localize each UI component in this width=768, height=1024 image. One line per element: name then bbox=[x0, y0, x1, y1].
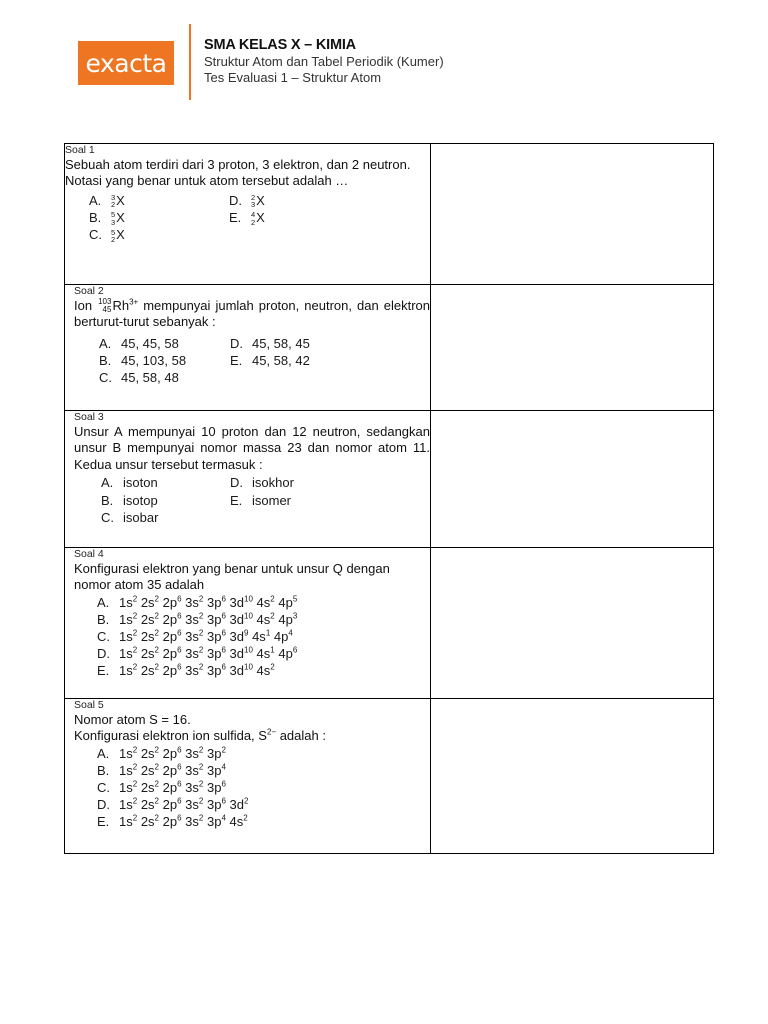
option-d bbox=[230, 474, 430, 491]
nuclide-notation bbox=[111, 211, 115, 225]
option-a bbox=[99, 335, 230, 352]
orbital-term: $2s^2$ bbox=[140, 762, 159, 778]
element-symbol: X bbox=[116, 210, 125, 225]
option-text: 45, 58, 45 bbox=[252, 335, 310, 351]
orbital-term: $3s^2$ bbox=[185, 762, 204, 778]
mass-number: 5 bbox=[111, 227, 116, 237]
option-a bbox=[89, 192, 229, 209]
atomic-number: 2 bbox=[251, 217, 256, 227]
option-b bbox=[97, 611, 430, 628]
ion-charge: 3+ bbox=[129, 297, 139, 307]
orbital-term: $3d^{10}$ bbox=[229, 594, 253, 610]
orbital-term: $3d^{10}$ bbox=[229, 663, 253, 679]
orbital-term: $1s^2$ bbox=[119, 663, 138, 679]
option-letter: C. bbox=[97, 629, 110, 645]
option-b bbox=[101, 492, 230, 509]
orbital-term: $4p^5$ bbox=[278, 594, 298, 610]
mass-number: 103 bbox=[98, 297, 112, 307]
element-symbol: X bbox=[116, 227, 125, 243]
option-b bbox=[97, 762, 430, 779]
option-text: isobar bbox=[123, 509, 159, 525]
option-text: isokhor bbox=[252, 475, 294, 491]
orbital-term: $2s^2$ bbox=[140, 645, 159, 662]
orbital-term: $1s^2$ bbox=[119, 779, 138, 796]
option-letter: D. bbox=[97, 646, 110, 662]
orbital-term: $2p^6$ bbox=[162, 745, 182, 761]
option-letter: A. bbox=[89, 192, 102, 208]
option-e bbox=[97, 813, 430, 830]
option-letter: D. bbox=[230, 475, 243, 491]
orbital-term: $3p^6$ bbox=[206, 779, 226, 796]
orbital-term: $2p^6$ bbox=[162, 762, 182, 778]
logo-text: exacta bbox=[85, 48, 167, 78]
question-cell-3 bbox=[65, 411, 431, 548]
question-cell-2 bbox=[65, 285, 431, 411]
option-text: isoton bbox=[123, 475, 158, 491]
question-text-end: mempunyai jumlah proton, neutron, dan elektron berturut-turut sebanyak : bbox=[74, 297, 430, 330]
orbital-term: $3p^4$ bbox=[206, 762, 226, 778]
option-text: 45, 58, 42 bbox=[252, 353, 310, 368]
orbital-term: $2s^2$ bbox=[140, 745, 159, 761]
orbital-term: $2p^6$ bbox=[162, 814, 182, 830]
option-letter: E. bbox=[229, 210, 242, 225]
document-test-title: Tes Evaluasi 1 – Struktur Atom bbox=[204, 69, 382, 85]
option-c bbox=[97, 779, 430, 796]
option-d bbox=[230, 335, 430, 352]
option-c bbox=[99, 369, 230, 386]
option-e bbox=[97, 662, 430, 679]
option-text: 45, 103, 58 bbox=[121, 353, 187, 368]
orbital-term: $2p^6$ bbox=[162, 594, 182, 610]
orbital-term: $2p^6$ bbox=[162, 645, 182, 662]
ion-charge: 2− bbox=[266, 727, 277, 737]
orbital-term: $2p^6$ bbox=[162, 779, 182, 796]
ion-notation bbox=[98, 298, 111, 314]
soal-label: Soal 4 bbox=[74, 548, 104, 560]
option-letter: B. bbox=[99, 353, 112, 368]
option-letter: B. bbox=[89, 210, 102, 225]
orbital-term: $2p^6$ bbox=[162, 611, 182, 627]
element-symbol: X bbox=[256, 210, 265, 225]
option-e bbox=[229, 209, 430, 226]
option-letter: D. bbox=[97, 797, 110, 813]
question-text-line-2 bbox=[74, 728, 430, 745]
orbital-term: $3p^6$ bbox=[206, 645, 226, 662]
answer-cell-4[interactable] bbox=[431, 548, 714, 699]
orbital-term: $2s^2$ bbox=[140, 814, 159, 830]
orbital-term: $4s^1$ bbox=[256, 645, 275, 662]
option-letter: A. bbox=[99, 335, 112, 351]
nuclide-notation bbox=[251, 211, 255, 225]
option-letter: E. bbox=[230, 492, 243, 508]
atomic-number: 3 bbox=[251, 200, 256, 210]
orbital-term: $4s^1$ bbox=[252, 628, 271, 645]
mass-number: 4 bbox=[251, 210, 256, 220]
mass-number: 2 bbox=[251, 193, 256, 203]
option-e bbox=[230, 352, 430, 369]
mass-number: 3 bbox=[111, 193, 116, 203]
orbital-term: $3p^6$ bbox=[206, 628, 226, 645]
soal-label: Soal 3 bbox=[74, 411, 104, 423]
question-text: Unsur A mempunyai 10 proton dan 12 neutron, sedangkan unsur B mempunyai nomor massa 23 dan nomor atom 11. Kedua unsur tersebut termasuk : bbox=[74, 423, 430, 472]
question-cell-1 bbox=[65, 144, 431, 285]
option-letter: D. bbox=[230, 335, 243, 351]
orbital-term: $3p^2$ bbox=[206, 745, 226, 761]
option-e bbox=[230, 492, 430, 509]
atomic-number: 45 bbox=[102, 305, 112, 315]
orbital-term: $3s^2$ bbox=[185, 645, 204, 662]
option-c bbox=[97, 628, 430, 645]
orbital-term: $3s^2$ bbox=[185, 745, 204, 761]
option-letter: C. bbox=[97, 780, 110, 796]
orbital-term: $1s^2$ bbox=[119, 762, 138, 778]
option-list bbox=[97, 594, 430, 680]
orbital-term: $1s^2$ bbox=[119, 594, 138, 610]
orbital-term: $2p^6$ bbox=[162, 796, 182, 813]
orbital-term: $3p^6$ bbox=[206, 796, 226, 813]
orbital-term: $3p^6$ bbox=[206, 594, 226, 610]
orbital-term: $4p^4$ bbox=[273, 628, 293, 645]
orbital-term: $3s^2$ bbox=[185, 611, 204, 627]
option-letter: B. bbox=[97, 763, 110, 778]
orbital-term: $3d^2$ bbox=[229, 796, 249, 813]
question-text bbox=[74, 298, 430, 331]
question-text-start: Konfigurasi elektron ion sulfida, S bbox=[74, 728, 267, 744]
orbital-term: $3s^2$ bbox=[185, 814, 204, 830]
orbital-term: $1s^2$ bbox=[119, 645, 138, 662]
nuclide-notation bbox=[111, 194, 115, 208]
document-subtitle: Struktur Atom dan Tabel Periodik (Kumer) bbox=[204, 53, 444, 69]
orbital-term: $3s^2$ bbox=[185, 796, 204, 813]
orbital-term: $3s^2$ bbox=[185, 628, 204, 645]
orbital-term: $4p^6$ bbox=[278, 645, 298, 662]
option-letter: A. bbox=[101, 475, 114, 491]
orbital-term: $1s^2$ bbox=[119, 628, 138, 645]
option-letter: B. bbox=[97, 612, 110, 627]
orbital-term: $4p^3$ bbox=[278, 611, 298, 627]
orbital-term: $4s^2$ bbox=[256, 663, 275, 679]
answer-cell-2[interactable] bbox=[431, 285, 714, 411]
atomic-number: 2 bbox=[111, 200, 116, 210]
option-b bbox=[89, 209, 229, 226]
orbital-term: $3d^9$ bbox=[229, 628, 249, 645]
question-text-start: Ion bbox=[74, 297, 93, 313]
orbital-term: $2s^2$ bbox=[140, 779, 159, 796]
option-a bbox=[97, 745, 430, 762]
orbital-term: $4s^2$ bbox=[229, 814, 248, 830]
option-a bbox=[97, 594, 430, 611]
orbital-term: $3s^2$ bbox=[185, 663, 204, 679]
option-text: 45, 58, 48 bbox=[121, 370, 179, 386]
option-letter: C. bbox=[99, 370, 112, 386]
orbital-term: $1s^2$ bbox=[119, 814, 138, 830]
question-row-1 bbox=[65, 144, 714, 285]
question-text: Konfigurasi elektron yang benar untuk unsur Q dengan nomor atom 35 adalah bbox=[74, 560, 390, 593]
orbital-term: $1s^2$ bbox=[119, 611, 138, 627]
option-list bbox=[97, 745, 430, 831]
orbital-term: $2s^2$ bbox=[140, 628, 159, 645]
question-text-end: adalah : bbox=[276, 728, 326, 744]
mass-number: 5 bbox=[111, 210, 116, 220]
option-text: 45, 45, 58 bbox=[121, 335, 179, 351]
option-d bbox=[229, 192, 430, 209]
question-table bbox=[64, 143, 714, 854]
orbital-term: $1s^2$ bbox=[119, 796, 138, 813]
option-d bbox=[97, 645, 430, 662]
orbital-term: $2s^2$ bbox=[140, 663, 159, 679]
document-title: SMA KELAS X – KIMIA bbox=[204, 37, 356, 53]
option-list bbox=[89, 192, 430, 243]
orbital-term: $2s^2$ bbox=[140, 611, 159, 627]
orbital-term: $3s^2$ bbox=[185, 779, 204, 796]
orbital-term: $3d^{10}$ bbox=[229, 645, 253, 662]
option-c bbox=[101, 509, 230, 526]
soal-label: Soal 1 bbox=[65, 144, 95, 156]
question-cell-5 bbox=[65, 699, 431, 854]
question-text: Sebuah atom terdiri dari 3 proton, 3 elektron, dan 2 neutron. Notasi yang benar untuk atom tersebut adalah … bbox=[65, 156, 411, 189]
option-letter: A. bbox=[97, 745, 110, 761]
question-row-2 bbox=[65, 285, 714, 411]
soal-label: Soal 5 bbox=[74, 699, 104, 711]
question-text-line-1: Nomor atom S = 16. bbox=[74, 711, 191, 727]
element-symbol: X bbox=[116, 192, 125, 208]
option-a bbox=[101, 474, 230, 491]
option-list bbox=[101, 474, 430, 525]
orbital-term: $3d^{10}$ bbox=[229, 611, 253, 627]
option-d bbox=[97, 796, 430, 813]
option-list bbox=[99, 335, 430, 386]
option-b bbox=[99, 352, 230, 369]
exacta-logo bbox=[78, 41, 174, 85]
option-letter: A. bbox=[97, 594, 110, 610]
element-symbol: X bbox=[256, 192, 265, 208]
orbital-term: $2p^6$ bbox=[162, 628, 182, 645]
document-header bbox=[204, 37, 444, 86]
option-text: isotop bbox=[123, 492, 158, 508]
orbital-term: $3s^2$ bbox=[185, 594, 204, 610]
element-symbol: Rh bbox=[112, 297, 130, 313]
answer-cell-3[interactable] bbox=[431, 411, 714, 548]
orbital-term: $4s^2$ bbox=[256, 594, 275, 610]
header-divider bbox=[189, 24, 191, 100]
option-letter: E. bbox=[97, 663, 110, 679]
nuclide-notation bbox=[251, 194, 255, 208]
option-letter: E. bbox=[97, 814, 110, 830]
option-letter: B. bbox=[101, 492, 114, 508]
soal-label: Soal 2 bbox=[74, 285, 104, 297]
atomic-number: 2 bbox=[111, 234, 116, 244]
option-letter: D. bbox=[229, 192, 242, 208]
nuclide-notation bbox=[111, 229, 115, 243]
orbital-term: $3p^6$ bbox=[206, 663, 226, 679]
orbital-term: $3p^6$ bbox=[206, 611, 226, 627]
question-row-4 bbox=[65, 548, 714, 699]
question-cell-4 bbox=[65, 548, 431, 699]
option-text: isomer bbox=[252, 492, 292, 508]
option-letter: C. bbox=[101, 509, 114, 525]
orbital-term: $2s^2$ bbox=[140, 594, 159, 610]
orbital-term: $2p^6$ bbox=[162, 663, 182, 679]
atomic-number: 3 bbox=[111, 217, 116, 227]
option-c bbox=[89, 226, 229, 243]
answer-cell-5[interactable] bbox=[431, 699, 714, 854]
orbital-term: $3p^4$ bbox=[206, 814, 226, 830]
orbital-term: $4s^2$ bbox=[256, 611, 275, 627]
question-row-3 bbox=[65, 411, 714, 548]
option-letter: E. bbox=[230, 353, 243, 368]
answer-cell-1[interactable] bbox=[431, 144, 714, 285]
orbital-term: $2s^2$ bbox=[140, 796, 159, 813]
question-row-5 bbox=[65, 699, 714, 854]
option-letter: C. bbox=[89, 227, 102, 243]
orbital-term: $1s^2$ bbox=[119, 745, 138, 761]
